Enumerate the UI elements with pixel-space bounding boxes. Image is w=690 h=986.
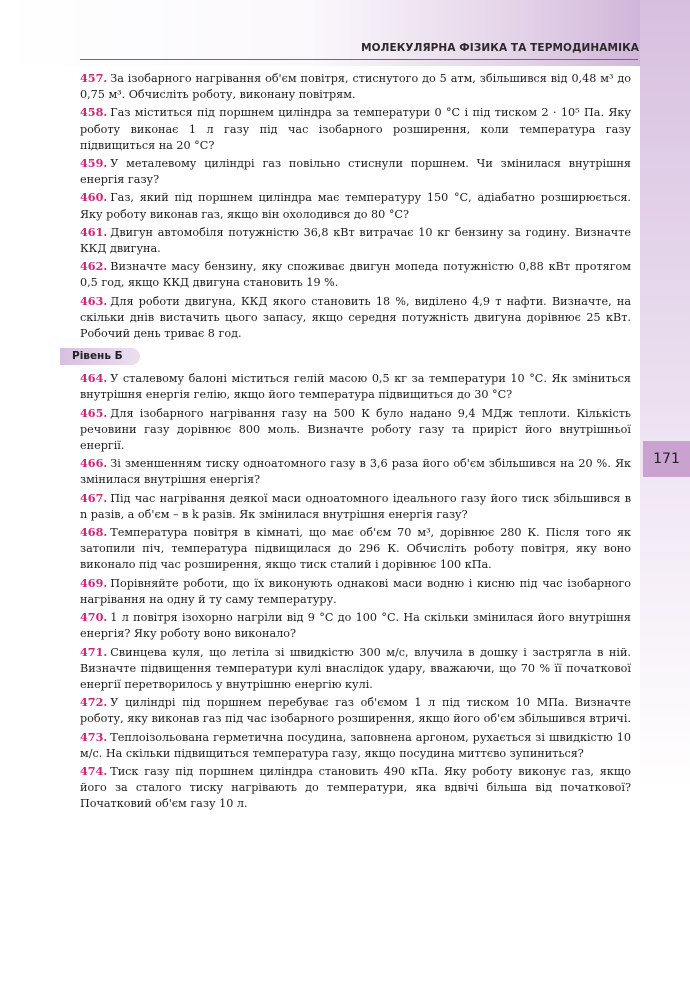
problem-text: Для роботи двигуна, ККД якого становить 18 %, виділено 4,9 т нафти. Визначте, на скільки днів вистачить цього запасу, якщо середня потужність двигуна дорівнює 25 кВт. Робочий день триває 8 год. — [80, 294, 631, 341]
problem-number: 462. — [80, 259, 108, 274]
problem-item — [80, 455, 631, 488]
problem-item — [80, 729, 631, 762]
problem-list-level-a — [80, 70, 631, 342]
side-gradient-band — [640, 0, 690, 986]
problem-item — [80, 224, 631, 257]
problem-item — [80, 694, 631, 727]
problem-text: Теплоізольована герметична посудина, заповнена аргоном, рухається зі швидкістю 10 м/с. На скільки підвищиться температура газу, якщо посудина миттєво зупиниться? — [80, 730, 631, 760]
problem-item — [80, 258, 631, 291]
problem-item — [80, 293, 631, 343]
problem-text: Порівняйте роботи, що їх виконують однакові маси водню і кисню під час ізобарного нагрівання на одну й ту саму температуру. — [80, 576, 631, 606]
problem-item — [80, 644, 631, 694]
level-heading — [72, 348, 631, 365]
problem-number: 460. — [80, 190, 108, 205]
problem-number: 474. — [80, 763, 108, 778]
problem-item — [80, 763, 631, 813]
page-number-tab: 171 — [643, 441, 690, 477]
problem-item — [80, 609, 631, 642]
problem-text: Двигун автомобіля потужністю 36,8 кВт витрачає 10 кг бензину за годину. Визначте ККД двигуна. — [80, 225, 631, 256]
problem-text: У циліндрі під поршнем перебуває газ об'ємом 1 л під тиском 10 МПа. Визначте роботу, яку виконав газ під час ізобарного розширення, якщо його об'єм збільшився втричі. — [80, 696, 631, 726]
problem-number: 458. — [80, 105, 108, 120]
problem-number: 466. — [80, 456, 108, 471]
page-header-title: МОЛЕКУЛЯРНА ФІЗИКА ТА ТЕРМОДИНАМІКА — [361, 42, 639, 54]
problem-item — [80, 490, 631, 523]
problem-text: У сталевому балоні міститься гелій масою 0,5 кг за температури 10 °С. Як зміниться внутрішня енергія гелію, якщо його температура підвищиться до 30 °С? — [80, 372, 631, 402]
problem-text: Визначте масу бензину, яку споживає двигун мопеда потужністю 0,88 кВт протягом 0,5 год, якщо ККД двигуна становить 19 %. — [80, 260, 631, 290]
problem-text: Газ, який під поршнем циліндра має температуру 150 °С, адіабатно розширюється. Яку роботу виконав газ, якщо він охолодився до 80 °С? — [80, 191, 631, 221]
problem-text: Газ міститься під поршнем циліндра за температури 0 °С і під тиском 2 · 10⁵ Па. Яку роботу виконає 1 л газу під час ізобарного розширення, коли температура газу підвищиться на 20 °С? — [80, 106, 631, 152]
problem-number: 457. — [80, 71, 108, 85]
problem-item — [80, 70, 631, 103]
problem-item — [80, 524, 631, 574]
problems-content — [72, 70, 631, 814]
problem-text: У металевому циліндрі газ повільно стиснули поршнем. Чи змінилася внутрішня енергія газу? — [80, 157, 631, 187]
problem-number: 472. — [80, 695, 108, 710]
problem-item — [80, 370, 631, 403]
problem-text: Тиск газу під поршнем циліндра становить 490 кПа. Яку роботу виконує газ, якщо його за сталого тиску нагрівають до температури, яка вдвічі більша від початкової? Початковий об'єм газу 10 л. — [80, 764, 631, 811]
header-gradient-band — [0, 0, 690, 66]
problem-list-level-b — [80, 370, 631, 812]
problem-text: Температура повітря в кімнаті, що має об'єм 70 м³, дорівнює 280 К. Після того як затопили піч, температура підвищилася до 296 К. Обчисліть роботу повітря, яку воно виконало під час розширення, якщо тиск сталий і дорівнює 100 кПа. — [80, 526, 631, 572]
problem-number: 469. — [80, 575, 108, 590]
problem-number: 468. — [80, 525, 108, 540]
header-divider — [80, 59, 638, 60]
problem-item — [80, 405, 631, 455]
problem-text: Свинцева куля, що летіла зі швидкістю 300 м/с, влучила в дошку і застрягла в ній. Визначте підвищення температури кулі внаслідок удару, вважаючи, що 70 % її початкової енергії перетворилось у внутрішню енергію кулі. — [80, 645, 631, 691]
problem-item — [80, 155, 631, 188]
problem-item — [80, 189, 631, 222]
problem-number: 464. — [80, 371, 108, 386]
problem-number: 467. — [80, 490, 108, 505]
problem-number: 461. — [80, 224, 108, 239]
problem-number: 473. — [80, 729, 108, 744]
problem-text: Для ізобарного нагрівання газу на 500 К було надано 9,4 МДж теплоти. Кількість речовини газу дорівнює 800 моль. Визначте роботу газу та приріст його внутрішньої енергії. — [80, 406, 631, 453]
problem-number: 470. — [80, 610, 108, 625]
problem-text: Зі зменшенням тиску одноатомного газу в 3,6 раза його об'єм збільшився на 20 %. Як змінилася внутрішня енергія? — [80, 457, 631, 487]
problem-number: 463. — [80, 293, 108, 308]
problem-item — [80, 575, 631, 608]
problem-number: 471. — [80, 644, 108, 659]
level-badge: Рівень Б — [60, 348, 140, 365]
problem-text: 1 л повітря ізохорно нагріли від 9 °С до 100 °С. На скільки змінилася його внутрішня енергія? Яку роботу воно виконало? — [80, 611, 631, 641]
problem-text: За ізобарного нагрівання об'єм повітря, стиснутого до 5 атм, збільшився від 0,48 м³ до 0,75 м³. Обчисліть роботу, виконану повітрям. — [80, 72, 631, 102]
problem-item — [80, 104, 631, 154]
problem-text: Під час нагрівання деякої маси одноатомного ідеального газу його тиск збільшився в n разів, а об'єм – в k разів. Як змінилася внутрішня енергія газу? — [80, 491, 631, 521]
problem-number: 459. — [80, 156, 108, 171]
problem-number: 465. — [80, 405, 108, 420]
